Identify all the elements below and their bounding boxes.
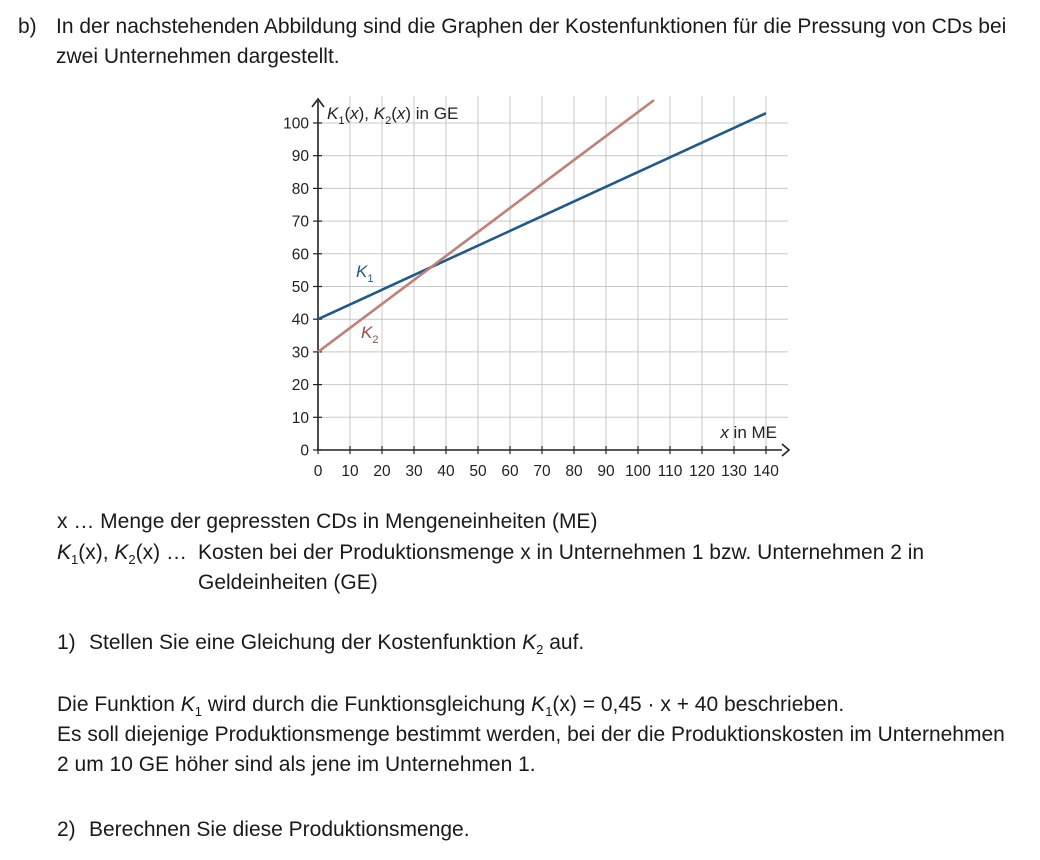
x-tick-label: 140 xyxy=(753,463,779,480)
legend-k-term: $K_1(x)$, $K_2(x)$ … xyxy=(57,541,187,567)
x-tick-label: 110 xyxy=(657,463,683,480)
part-label: b) xyxy=(18,15,37,38)
y-tick-label: 90 xyxy=(291,148,309,166)
series-label-k1: $K_1$ xyxy=(356,262,374,285)
x-tick-label: 120 xyxy=(689,463,715,480)
legend-x-definition: x … Menge der gepressten CDs in Mengeneinheiten (ME) xyxy=(57,510,598,533)
x-tick-label: 70 xyxy=(533,463,551,480)
x-tick-label: 130 xyxy=(721,463,747,480)
task-1-text: Stellen Sie eine Gleichung der Kostenfunktion $K_2$ auf. xyxy=(89,631,585,657)
y-tick-label: 60 xyxy=(291,246,309,264)
legend-k-explanation: Kosten bei der Produktionsmenge x in Unternehmen 1 bzw. Unternehmen 2 in Geldeinheiten (GE) xyxy=(198,541,925,594)
x-tick-label: 20 xyxy=(373,463,391,480)
info-paragraph xyxy=(57,690,1017,780)
x-tick-label: 0 xyxy=(313,463,323,480)
task-2-number: 2) xyxy=(57,818,76,841)
y-tick-label: 70 xyxy=(291,213,309,231)
x-axis-label: x in ME xyxy=(720,423,777,442)
y-tick-label: 10 xyxy=(291,409,309,427)
tick-labels xyxy=(283,116,779,481)
y-tick-label: 100 xyxy=(283,115,309,133)
task-1 xyxy=(57,628,584,658)
grid xyxy=(318,96,788,450)
y-axis-label: $K_1(x)$, $K_2(x)$ in GE xyxy=(327,104,459,127)
x-tick-label: 50 xyxy=(469,463,487,480)
x-tick-label: 30 xyxy=(405,463,423,480)
y-tick-label: 80 xyxy=(291,180,309,198)
axes xyxy=(312,99,789,456)
y-tick-label: 20 xyxy=(291,377,309,395)
info-line-1: Die Funktion $K_1$ wird durch die Funktionsgleichung $K_1(x) = 0,45 \cdot x + 40$ beschrieben. xyxy=(57,693,845,719)
chart-labels xyxy=(327,104,777,442)
x-tick-label: 10 xyxy=(341,463,359,480)
y-tick-label: 50 xyxy=(291,279,309,296)
intro-text: In der nachstehenden Abbildung sind die Graphen der Kostenfunktionen für die Pressung von CDs bei zwei Unternehmen dargestellt. xyxy=(56,15,1007,68)
task-2 xyxy=(57,815,470,845)
series-label-k2: $K_2$ xyxy=(361,323,379,346)
task-2-text: Berechnen Sie diese Produktionsmenge. xyxy=(89,818,470,841)
x-axis-arrow xyxy=(782,444,789,456)
x-tick-label: 90 xyxy=(597,463,615,480)
info-line-2: Es soll diejenige Produktionsmenge bestimmt werden, bei der die Produktionskosten im Unternehmen 2 um 10 GE höher sind als jene im Unternehmen 1. xyxy=(57,723,1005,776)
series-line-k2 xyxy=(318,100,654,352)
y-tick-label: 40 xyxy=(291,311,309,329)
x-tick-label: 40 xyxy=(437,463,455,480)
cost-chart xyxy=(270,88,800,488)
task-1-number: 1) xyxy=(57,631,76,654)
y-tick-label: 30 xyxy=(291,344,309,362)
y-tick-label: 0 xyxy=(300,442,309,460)
x-tick-label: 80 xyxy=(565,463,583,480)
x-tick-label: 60 xyxy=(501,463,519,480)
x-tick-label: 100 xyxy=(625,463,651,480)
